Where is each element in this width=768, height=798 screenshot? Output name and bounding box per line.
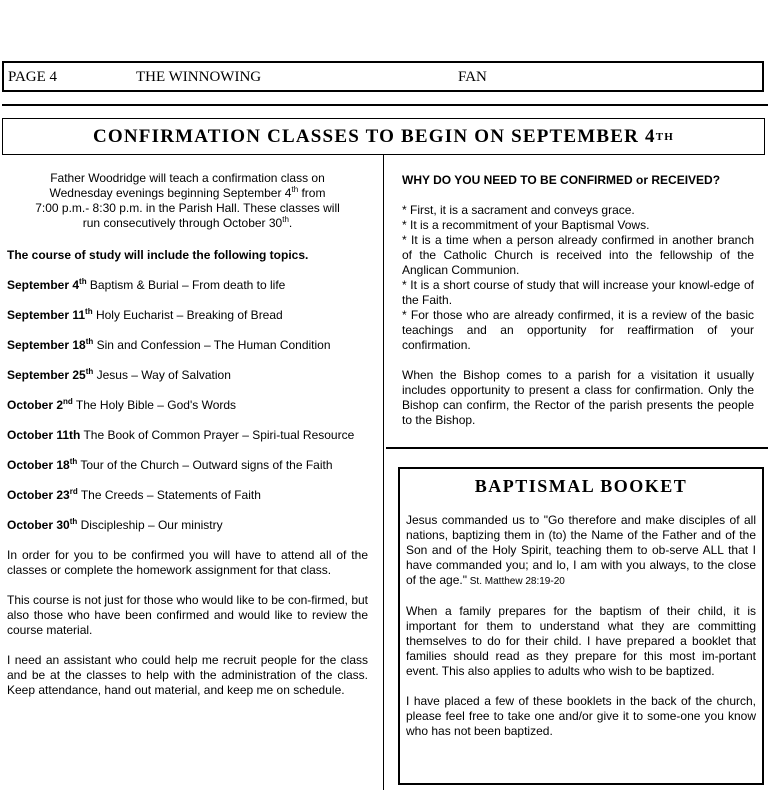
schedule-item: September 11th Holy Eucharist – Breaking of Bread [7,307,283,322]
schedule-item: October 23rd The Creeds – Statements of Faith [7,487,261,502]
review-paragraph: This course is not just for those who would like to be con-firmed, but also those who have been confirmed and would like to review the course material. [7,593,368,637]
baptismal-quote: Jesus commanded us to "Go therefore and make disciples of all nations, baptizing them in (to) the Name of the Father and of the Son and of the Holy Spirit, teaching them to ob-serve ALL that I have commanded you; and lo, I am with you always, to the close of the age." St. Matthew 28:19-20 [406,513,756,587]
why-bullet: * It is a short course of study that will increase your knowl-edge of the Faith. [402,278,754,307]
page-header [2,61,764,92]
baptismal-content [406,513,756,739]
header-rule [2,104,768,106]
scripture-citation: St. Matthew 28:19-20 [466,576,565,587]
why-heading: WHY DO YOU NEED TO BE CONFIRMED or RECEIVED? [402,173,721,187]
intro-line: Wednesday evenings beginning September 4th from [49,185,326,200]
intro-paragraph [7,171,368,231]
why-bullet: * First, it is a sacrament and conveys grace. [402,203,635,217]
article-title-text: CONFIRMATION CLASSES TO BEGIN ON SEPTEMBER 4 [92,125,656,147]
article-title: CONFIRMATION CLASSES TO BEGIN ON SEPTEMBER 4 TH [2,118,765,155]
why-list [402,203,754,353]
schedule-item: October 18th Tour of the Church – Outward signs of the Faith [7,457,333,472]
section-rule [386,447,768,449]
booklet-paragraph: I have placed a few of these booklets in the back of the church, please feel free to take one and/or give it to some-one you know who has not been baptized. [406,694,756,738]
attendance-paragraph: In order for you to be confirmed you will have to attend all of the classes or complete the homework assignment for that class. [7,548,368,577]
intro-line: 7:00 p.m.- 8:30 p.m. in the Parish Hall. These classes will [35,201,340,215]
course-heading: The course of study will include the following topics. [7,248,309,262]
intro-line: run consecutively through October 30th. [82,215,293,230]
baptismal-paragraph: When a family prepares for the baptism of their child, it is important for them to understand what they are committing themselves to do for their child. I have prepared a booklet that families should read as they prepare for this most im-portant event. This also applies to adults who wish to be baptized. [406,604,756,678]
schedule-item: October 2nd The Holy Bible – God's Words [7,397,237,412]
why-bullet: * For those who are already confirmed, it is a review of the basic teachings and an opportunity for reaffirmation of your confirmation. [402,308,754,352]
left-column [7,171,368,698]
schedule-item: September 4th Baptism & Burial – From death to life [7,277,286,292]
why-bullet: * It is a recommitment of your Baptismal Vows. [402,218,650,232]
schedule-item: October 30th Discipleship – Our ministry [7,517,223,532]
column-divider [383,155,384,790]
schedule-item: September 25th Jesus – Way of Salvation [7,367,231,382]
assistant-paragraph: I need an assistant who could help me recruit people for the class and be at the classes to help with the administration of the class. Keep attendance, hand out material, and keep me on schedule. [7,653,368,697]
publication-name: THE WINNOWING [136,69,262,85]
schedule-item: September 18th Sin and Confession – The Human Condition [7,337,331,352]
publication-name-end: FAN [458,69,487,85]
intro-line: Father Woodridge will teach a confirmation class on [50,171,325,185]
page-number: PAGE 4 [8,69,58,85]
bishop-paragraph: When the Bishop comes to a parish for a visitation it usually includes opportunity to present a class for confirmation. Only the Bishop can confirm, the Rector of the parish presents the people to the Bishop. [402,368,754,427]
why-bullet: * It is a time when a person already confirmed in another branch of the Catholic Church is received into the fellowship of the Anglican Communion. [402,233,754,277]
schedule-item: October 11th The Book of Common Prayer – Spiri-tual Resource [7,428,355,442]
right-column [402,171,754,428]
baptismal-title: BAPTISMAL BOOKET [474,476,688,496]
